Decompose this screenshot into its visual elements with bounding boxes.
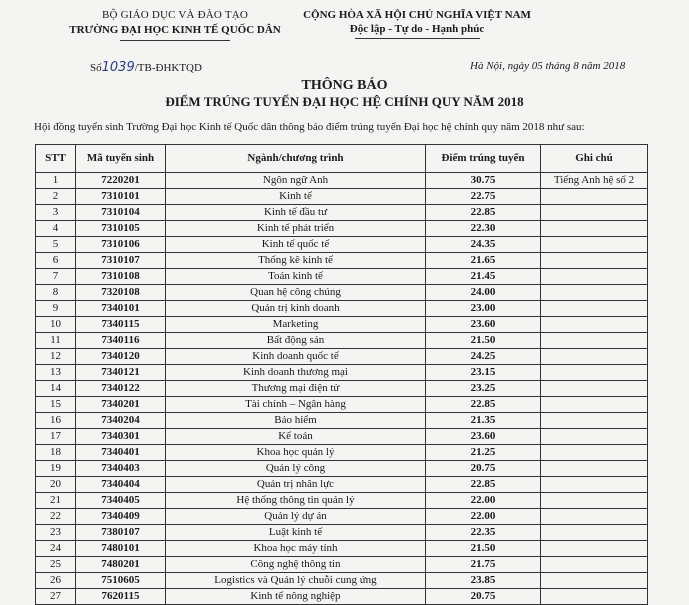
table-row [36,557,648,573]
cell-code: 7340122 [76,381,166,397]
cell-program: Logistics và Quản lý chuỗi cung ứng [166,573,426,589]
col-header-code: Mã tuyển sinh [76,145,166,173]
cell-note: Tiếng Anh hệ số 2 [541,173,648,189]
cell-stt: 11 [36,333,76,349]
table-row [36,429,648,445]
cell-stt: 27 [36,589,76,605]
cell-stt: 5 [36,237,76,253]
cell-code: 7310106 [76,237,166,253]
cell-program: Kinh tế quốc tế [166,237,426,253]
cell-score: 21.35 [426,413,541,429]
table-row [36,317,648,333]
cell-stt: 10 [36,317,76,333]
cell-note [541,317,648,333]
cell-note [541,221,648,237]
cell-code: 7480201 [76,557,166,573]
cell-note [541,365,648,381]
issuer-underline [120,40,230,41]
cell-note [541,525,648,541]
cell-stt: 19 [36,461,76,477]
cell-score: 23.60 [426,429,541,445]
cell-score: 20.75 [426,461,541,477]
cell-score: 22.85 [426,205,541,221]
cell-note [541,189,648,205]
cell-code: 7620115 [76,589,166,605]
cell-score: 22.85 [426,477,541,493]
cell-stt: 1 [36,173,76,189]
cell-stt: 6 [36,253,76,269]
cell-code: 7340301 [76,429,166,445]
document-number-value: 1039 [101,60,135,75]
cell-note [541,429,648,445]
cell-program: Kinh tế nông nghiệp [166,589,426,605]
cell-program: Tài chính – Ngân hàng [166,397,426,413]
cell-program: Bảo hiểm [166,413,426,429]
cell-program: Hệ thống thông tin quản lý [166,493,426,509]
table-row [36,189,648,205]
cell-note [541,285,648,301]
cell-program: Thống kê kinh tế [166,253,426,269]
cell-score: 22.00 [426,509,541,525]
table-row [36,221,648,237]
cell-score: 21.50 [426,541,541,557]
cell-stt: 23 [36,525,76,541]
cell-note [541,237,648,253]
table-row [36,349,648,365]
cell-code: 7340120 [76,349,166,365]
cell-code: 7320108 [76,285,166,301]
cell-program: Kế toán [166,429,426,445]
cell-code: 7340405 [76,493,166,509]
cell-stt: 9 [36,301,76,317]
col-header-note: Ghi chú [541,145,648,173]
document-title: THÔNG BÁO [301,78,388,93]
cell-stt: 18 [36,445,76,461]
cell-note [541,541,648,557]
cell-score: 22.00 [426,493,541,509]
cell-note [541,381,648,397]
table-row [36,541,648,557]
cell-note [541,493,648,509]
cell-program: Kinh doanh thương mại [166,365,426,381]
cell-note [541,333,648,349]
cell-code: 7340404 [76,477,166,493]
cell-score: 24.35 [426,237,541,253]
cell-program: Luật kinh tế [166,525,426,541]
cell-code: 7310105 [76,221,166,237]
cell-score: 30.75 [426,173,541,189]
table-row [36,237,648,253]
cell-note [541,397,648,413]
cell-stt: 8 [36,285,76,301]
cell-stt: 15 [36,397,76,413]
cell-program: Bất động sản [166,333,426,349]
cell-stt: 2 [36,189,76,205]
table-row [36,493,648,509]
cell-score: 21.65 [426,253,541,269]
table-row [36,445,648,461]
document-number-suffix: /TB-ĐHKTQD [134,62,202,74]
cell-program: Quản trị kinh doanh [166,301,426,317]
document-date: Hà Nội, ngày 05 tháng 8 năm 2018 [470,60,626,72]
cell-code: 7310108 [76,269,166,285]
cell-code: 7480101 [76,541,166,557]
cell-code: 7340403 [76,461,166,477]
cell-code: 7340409 [76,509,166,525]
cell-stt: 24 [36,541,76,557]
cell-code: 7310107 [76,253,166,269]
cell-program: Khoa học quản lý [166,445,426,461]
cell-note [541,573,648,589]
issuer-block [60,8,290,37]
cell-score: 23.00 [426,301,541,317]
cell-score: 23.25 [426,381,541,397]
cell-score: 23.15 [426,365,541,381]
table-row [36,477,648,493]
cell-stt: 22 [36,509,76,525]
cell-code: 7340115 [76,317,166,333]
cell-note [541,461,648,477]
admission-scores-table [35,144,648,605]
cell-stt: 17 [36,429,76,445]
cell-code: 7380107 [76,525,166,541]
cell-program: Kinh tế đầu tư [166,205,426,221]
cell-code: 7510605 [76,573,166,589]
cell-code: 7310104 [76,205,166,221]
cell-note [541,269,648,285]
document-number-prefix: Số [90,62,102,74]
cell-program: Quan hệ công chúng [166,285,426,301]
document-number [90,60,202,75]
cell-score: 24.00 [426,285,541,301]
col-header-stt: STT [36,145,76,173]
cell-score: 22.35 [426,525,541,541]
cell-score: 24.25 [426,349,541,365]
cell-score: 20.75 [426,589,541,605]
cell-program: Kinh tế phát triển [166,221,426,237]
cell-code: 7340201 [76,397,166,413]
cell-stt: 16 [36,413,76,429]
cell-score: 22.75 [426,189,541,205]
cell-code: 7340101 [76,301,166,317]
cell-stt: 7 [36,269,76,285]
table-row [36,381,648,397]
cell-note [541,253,648,269]
cell-note [541,205,648,221]
cell-score: 21.25 [426,445,541,461]
cell-stt: 21 [36,493,76,509]
cell-code: 7340401 [76,445,166,461]
cell-program: Quản lý dự án [166,509,426,525]
cell-program: Thương mại điện tử [166,381,426,397]
table-row [36,301,648,317]
cell-program: Ngôn ngữ Anh [166,173,426,189]
cell-program: Quản lý công [166,461,426,477]
cell-code: 7340204 [76,413,166,429]
table-row [36,205,648,221]
table-header-row [36,145,648,173]
cell-program: Khoa học máy tính [166,541,426,557]
cell-note [541,413,648,429]
cell-program: Công nghệ thông tin [166,557,426,573]
col-header-score: Điểm trúng tuyển [426,145,541,173]
table-row [36,413,648,429]
table-row [36,173,648,189]
cell-score: 22.85 [426,397,541,413]
cell-program: Kinh doanh quốc tế [166,349,426,365]
cell-code: 7340121 [76,365,166,381]
cell-note [541,557,648,573]
cell-stt: 14 [36,381,76,397]
cell-stt: 25 [36,557,76,573]
motto-underline [355,38,480,39]
national-motto: Độc lập - Tự do - Hạnh phúc [349,23,485,35]
table-row [36,285,648,301]
cell-program: Marketing [166,317,426,333]
table-row [36,365,648,381]
cell-program: Quản trị nhân lực [166,477,426,493]
cell-code: 7310101 [76,189,166,205]
col-header-program: Ngành/chương trình [166,145,426,173]
cell-note [541,509,648,525]
table-row [36,573,648,589]
cell-stt: 26 [36,573,76,589]
cell-score: 22.30 [426,221,541,237]
intro-paragraph: Hội đồng tuyển sinh Trường Đại học Kinh tế Quốc dân thông báo điểm trúng tuyển Đại học hệ chính quy năm 2018 như sau: [34,121,585,133]
cell-stt: 12 [36,349,76,365]
table-row [36,461,648,477]
table-row [36,589,648,605]
table-row [36,397,648,413]
table-row [36,525,648,541]
national-block [282,8,552,36]
cell-note [541,589,648,605]
cell-stt: 13 [36,365,76,381]
table-row [36,269,648,285]
ministry-name: BỘ GIÁO DỤC VÀ ĐÀO TẠO [101,9,249,21]
cell-note [541,301,648,317]
cell-score: 21.50 [426,333,541,349]
cell-program: Kinh tế [166,189,426,205]
table-row [36,509,648,525]
table-row [36,333,648,349]
cell-stt: 3 [36,205,76,221]
cell-score: 23.85 [426,573,541,589]
cell-note [541,477,648,493]
university-name: TRƯỜNG ĐẠI HỌC KINH TẾ QUỐC DÂN [69,24,281,36]
cell-score: 23.60 [426,317,541,333]
table-row [36,253,648,269]
country-name: CỘNG HÒA XÃ HỘI CHỦ NGHĨA VIỆT NAM [303,9,531,21]
cell-note [541,349,648,365]
cell-stt: 4 [36,221,76,237]
cell-program: Toán kinh tế [166,269,426,285]
cell-note [541,445,648,461]
cell-score: 21.45 [426,269,541,285]
cell-score: 21.75 [426,557,541,573]
cell-stt: 20 [36,477,76,493]
document-subtitle: ĐIỂM TRÚNG TUYỂN ĐẠI HỌC HỆ CHÍNH QUY NĂM 2018 [165,94,524,109]
cell-code: 7340116 [76,333,166,349]
cell-code: 7220201 [76,173,166,189]
